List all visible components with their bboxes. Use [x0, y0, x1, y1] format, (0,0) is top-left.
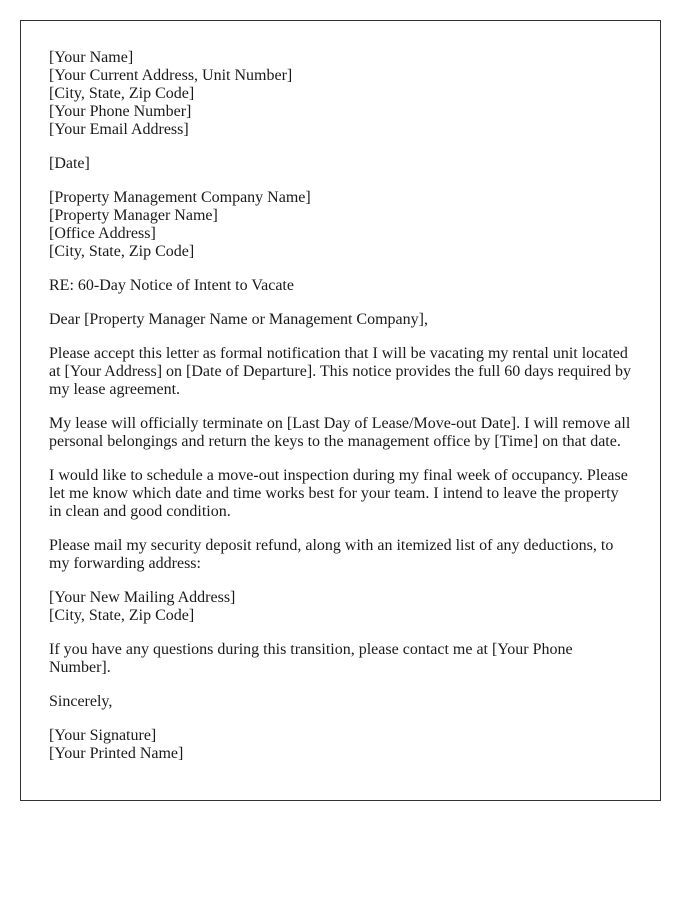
recipient-manager: [Property Manager Name]: [49, 207, 218, 224]
body-paragraph-notice: Please accept this letter as formal notification that I will be vacating my rental unit located at [Your Address] on [Date of Departure]. This notice provides the full 60 days required by my lease agreement.: [49, 345, 631, 398]
closing-paragraph: If you have any questions during this transition, please contact me at [Your Phone Number].: [49, 641, 573, 676]
forwarding-city-state-zip: [City, State, Zip Code]: [49, 607, 195, 624]
sender-city-state-zip: [City, State, Zip Code]: [49, 85, 195, 102]
letter-page: [20, 20, 661, 801]
recipient-company: [Property Management Company Name]: [49, 189, 311, 206]
sender-address: [Your Current Address, Unit Number]: [49, 67, 293, 84]
date-block: [49, 155, 632, 173]
body-paragraph-termination: My lease will officially terminate on [Last Day of Lease/Move-out Date]. I will remove all personal belongings and return the keys to the management office by [Time] on that date.: [49, 415, 631, 450]
closing: Sincerely,: [49, 693, 113, 710]
sender-name: [Your Name]: [49, 49, 134, 66]
letter-date: [Date]: [49, 155, 90, 172]
sender-block: [49, 49, 632, 139]
salutation: Dear [Property Manager Name or Management Company],: [49, 311, 428, 328]
sender-phone: [Your Phone Number]: [49, 103, 192, 120]
signature: [Your Signature]: [49, 727, 157, 744]
printed-name: [Your Printed Name]: [49, 745, 184, 762]
recipient-office-address: [Office Address]: [49, 225, 156, 242]
subject-line: RE: 60-Day Notice of Intent to Vacate: [49, 277, 294, 294]
body-paragraph-inspection: I would like to schedule a move-out inspection during my final week of occupancy. Please let me know which date and time works best for your team. I intend to leave the property in clean and good condition.: [49, 467, 628, 520]
forwarding-address: [Your New Mailing Address]: [49, 589, 236, 606]
body-paragraph-deposit: Please mail my security deposit refund, along with an itemized list of any deductions, to my forwarding address:: [49, 537, 614, 572]
signature-block: [49, 727, 632, 763]
recipient-block: [49, 189, 632, 261]
sender-email: [Your Email Address]: [49, 121, 189, 138]
recipient-city-state-zip: [City, State, Zip Code]: [49, 243, 195, 260]
forwarding-address-block: [49, 589, 632, 625]
